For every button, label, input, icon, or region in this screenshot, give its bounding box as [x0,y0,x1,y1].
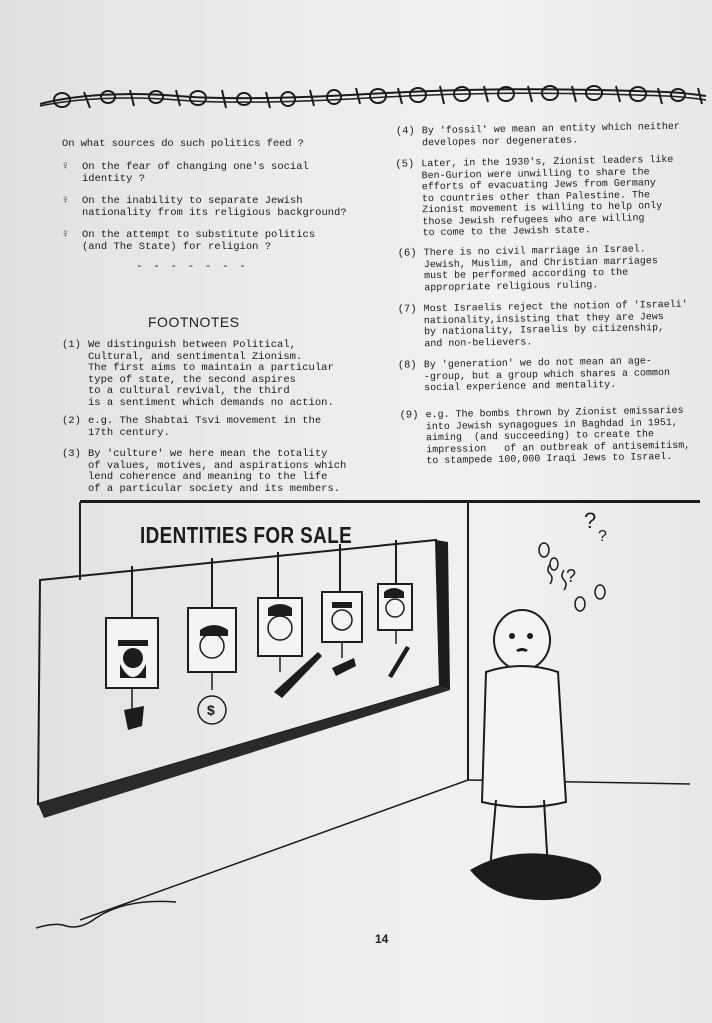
page-number: 14 [375,932,389,946]
footnote-text: By 'culture' we here mean the totality of values, motives, and aspirations which lend coherence and meaning to the life of a particular society and its members. [88,448,347,495]
footnote-9 [400,405,711,470]
footnote-number: (8) [397,359,417,372]
question-mark: ? [598,528,607,545]
list-item [62,196,382,222]
footnote-number: (2) [62,415,81,427]
cartoon-title: IDENTITIES FOR SALE [140,522,353,548]
footnote-number: (7) [397,303,417,316]
footnote-5 [395,154,706,241]
footnote-text: There is no civil marriage in Israel. Jewish, Muslim, and Christian marriages must be performed according to the appropriate religious ruling. [423,244,659,294]
question-mark: ? [566,566,577,586]
footnote-text: We distinguish between Political, Cultural, and sentimental Zionism. The first aims to maintain a particular type of state, the second aspires to a cultural revival, the third is a sentiment which demands no action. [88,339,334,409]
footnote-4 [396,121,706,152]
footnote-6 [398,243,709,296]
question-mark: ? [584,508,597,533]
intro-question: On what sources do such politics feed ? [62,138,304,150]
footnote-text: Most Israelis reject the notion of 'Israeli' nationality,insisting that they are Jews by nationality, Israelis by citizenship, and non-believers. [423,299,688,350]
footnote-number: (6) [397,247,417,260]
footnote-7 [398,299,709,352]
footnote-text: By 'fossil' we mean an entity which neither developes nor degenerates. [421,121,680,149]
list-item [62,230,382,256]
bullet-text: On the fear of changing one's social identity ? [82,161,309,185]
footnote-8 [398,355,709,396]
footnotes-heading: FOOTNOTES [148,314,240,330]
list-item [62,162,382,188]
footnote-text: By 'generation' we do not mean an age- -group, but a group which shares a common social experience and mentality. [423,356,671,395]
bullet-icon: ♀ [62,195,69,207]
footnote-text: Later, in the 1930's, Zionist leaders like Ben-Gurion were unwilling to share the efforts of evacuating Jews from Germany to countries other than Palestine. The Zionist movement is willing to help only those Jewish refugees who are willing to come to the Jewish state. [421,154,674,240]
bullet-text: On the inability to separate Jewish nationality from its religious background? [82,195,347,219]
footnote-number: (4) [395,125,415,138]
footnote-1 [62,340,382,410]
barbed-wire-divider [38,82,708,120]
footnote-text: e.g. The Shabtai Tsvi movement in the 17th century. [88,415,322,439]
footnote-number: (1) [62,339,81,351]
footnote-3 [62,449,382,497]
cartoon-illustration [30,500,712,950]
separator: - - - - - - - [136,261,248,273]
bullet-icon: ♀ [62,161,69,173]
bullet-text: On the attempt to substitute politics (and The State) for religion ? [82,229,316,253]
footnote-number: (3) [62,448,81,460]
footnote-number: (5) [395,158,415,171]
footnote-text: e.g. The bombs thrown by Zionist emissaries into Jewish synagogues in Baghdad in 1951, aiming (and succeeding) to create the impression of an outbreak of antisemitism, to stampede 100,000 Iraqi Jews to Israel. [425,405,691,468]
footnote-2 [62,416,382,442]
footnote-number: (9) [399,409,419,422]
bullet-icon: ♀ [62,229,69,241]
money-bag-symbol: $ [207,702,215,718]
